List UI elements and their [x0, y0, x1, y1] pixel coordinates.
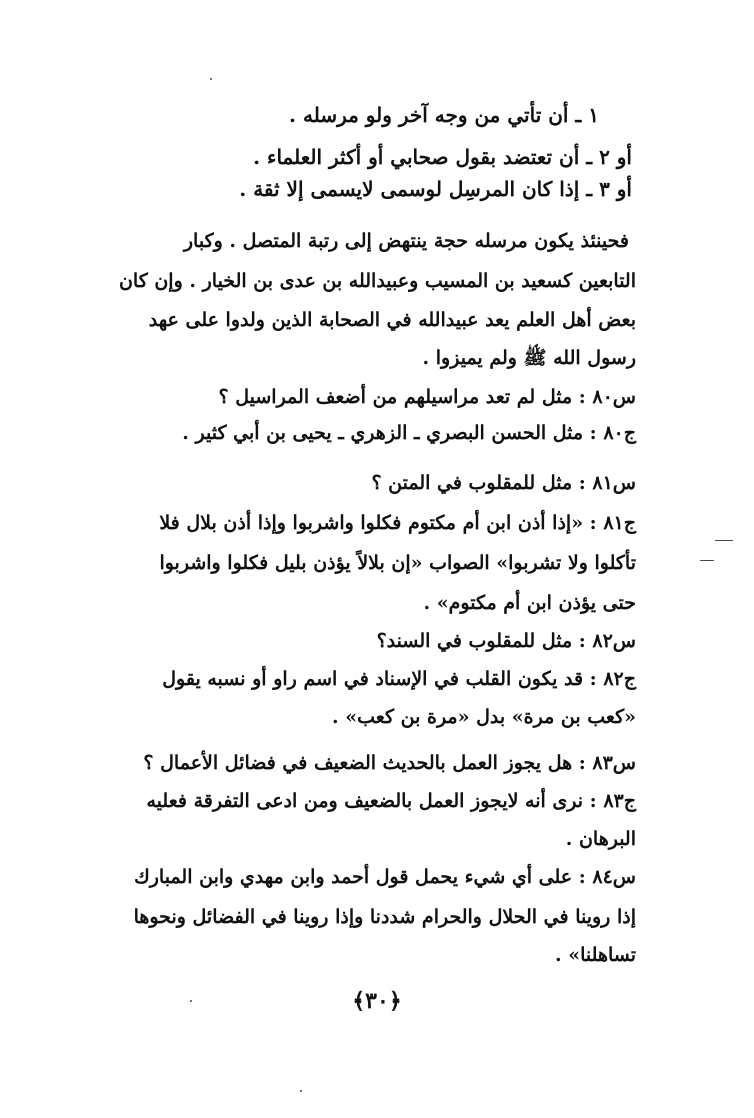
answer-81-line-1: ج٨١ : «إذا أذن ابن أم مكتوم فكلوا واشربوا وإذا أذن بلال فلا	[159, 512, 636, 534]
text-line-2: أو ٢ ـ أن تعتضد بقول صحابي أو أكثر العلماء .	[253, 145, 632, 169]
answer-82-line-1: ج٨٢ : قد يكون القلب في الإسناد في اسم راو أو نسبه يقول	[162, 668, 636, 690]
question-83: س٨٣ : هل يجوز العمل بالحديث الضعيف في فضائل الأعمال ؟	[143, 752, 636, 774]
text-line-7: رسول الله ﷺ ولم يميزوا .	[422, 347, 636, 369]
text-line-6: بعض أهل العلم يعد عبيدالله في الصحابة الذين ولدوا على عهد	[148, 309, 636, 331]
scan-speck	[190, 1000, 192, 1002]
text-line-4: فحينئذ يكون مرسله حجة ينتهض إلى رتبة المتصل . وكبار	[183, 230, 629, 252]
answer-81-line-2: تأكلوا ولا تشربوا» الصواب «إن بلالاً يؤذن بليل فكلوا واشربوا	[159, 552, 636, 574]
text-line-5: التابعين كسعيد بن المسيب وعبيدالله بن عدى بن الخيار . وإن كان	[118, 270, 636, 292]
question-84-line-2: إذا روينا في الحلال والحرام شددنا وإذا روينا في الفضائل ونحوها	[133, 906, 636, 928]
question-81: س٨١ : مثل للمقلوب في المتن ؟	[371, 472, 636, 494]
scan-speck	[210, 78, 212, 80]
answer-81-line-3: حتى يؤذن ابن أم مكتوم» .	[423, 592, 636, 614]
scan-speck	[700, 560, 714, 561]
text-line-1: ١ ـ أن تأتي من وجه آخر ولو مرسله .	[289, 103, 599, 127]
answer-82-line-2: «كعب بن مرة» بدل «مرة بن كعب» .	[332, 706, 636, 728]
scan-speck	[715, 540, 733, 541]
text-line-3: أو ٣ ـ إذا كان المرسِل لوسمى لايسمى إلا ثقة .	[239, 177, 632, 201]
question-80: س٨٠ : مثل لم تعد مراسيلهم من أضعف المراسيل ؟	[218, 386, 636, 408]
question-84-line-1: س٨٤ : على أي شيء يحمل قول أحمد وابن مهدي وابن المبارك	[134, 866, 636, 888]
page-number: ﴿٣٠﴾	[352, 988, 402, 1014]
answer-83-line-2: البرهان .	[565, 828, 636, 850]
answer-80: ج٨٠ : مثل الحسن البصري ـ الزهري ـ يحيى بن أبي كثير .	[182, 422, 636, 444]
answer-83-line-1: ج٨٣ : نرى أنه لايجوز العمل بالضعيف ومن ادعى التفرقة فعليه	[146, 790, 636, 812]
scan-speck	[300, 1090, 302, 1092]
question-82: س٨٢ : مثل للمقلوب في السند؟	[376, 630, 636, 652]
question-84-line-3: تساهلنا» .	[555, 944, 636, 966]
